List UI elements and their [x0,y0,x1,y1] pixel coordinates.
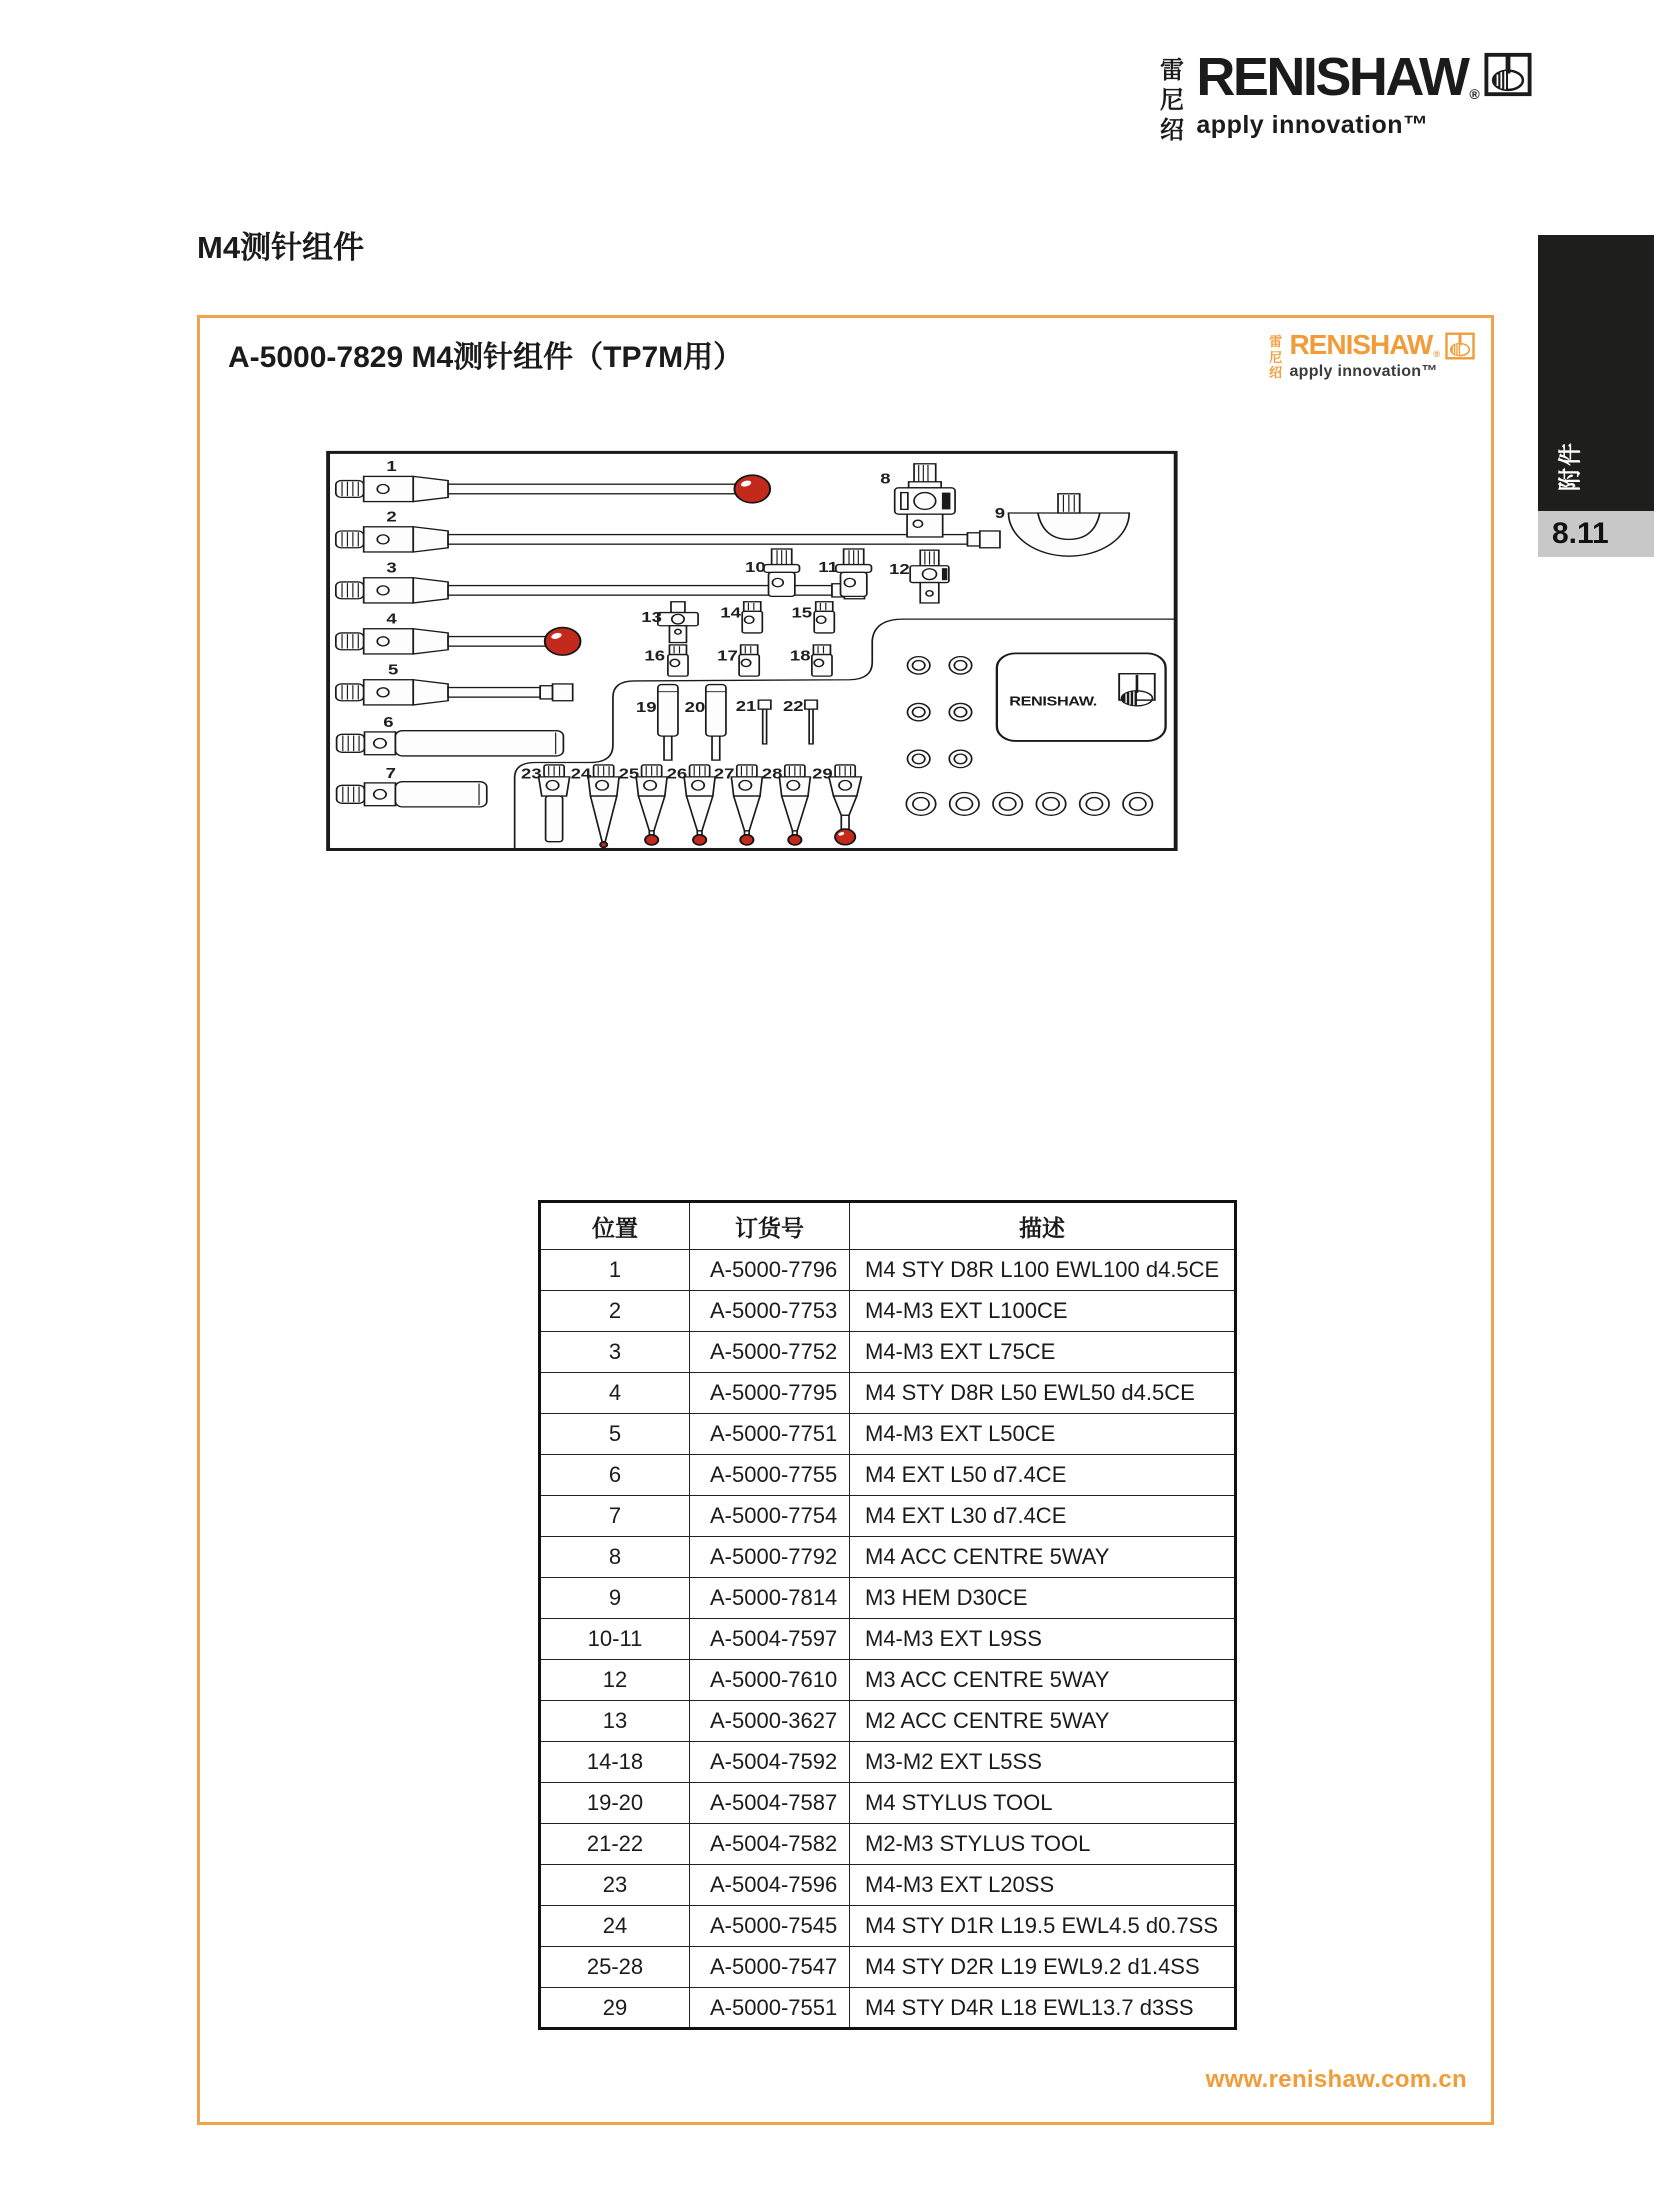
position-cell: 23 [540,1865,690,1906]
part-label: 10 [745,558,766,576]
table-row [540,1373,1236,1414]
order-number-cell: A-5000-7551 [690,1988,850,2029]
part-label: 5 [387,661,399,678]
description-cell: M4 STY D2R L19 EWL9.2 d1.4SS [850,1947,1236,1988]
position-cell: 24 [540,1906,690,1947]
description-cell: M4 STY D8R L100 EWL100 d4.5CE [850,1250,1236,1291]
part-label: 23 [521,765,542,783]
position-cell: 14-18 [540,1742,690,1783]
probe-icon [1484,52,1532,97]
part-label: 3 [386,559,397,576]
order-number-cell: A-5000-7751 [690,1414,850,1455]
description-cell: M4 STY D4R L18 EWL13.7 d3SS [850,1988,1236,2029]
website-link[interactable]: www.renishaw.com.cn [1205,2066,1467,2093]
position-cell: 1 [540,1250,690,1291]
kit-panel [197,315,1494,2125]
position-cell: 7 [540,1496,690,1537]
plate-wordmark: RENISHAW. [1009,695,1097,709]
renishaw-logo-header [1160,47,1532,146]
part-label: 17 [717,647,738,665]
description-cell: M4-M3 EXT L100CE [850,1291,1236,1332]
order-number-cell: A-5004-7592 [690,1742,850,1783]
description-cell: M2 ACC CENTRE 5WAY [850,1701,1236,1742]
part-label: 2 [386,508,397,525]
part-label: 25 [618,765,640,783]
part-label: 1 [386,457,397,475]
page-title: M4测针组件 [197,230,365,265]
parts-table [538,1200,1237,2030]
position-cell: 2 [540,1291,690,1332]
position-cell: 8 [540,1537,690,1578]
table-row [540,1865,1236,1906]
order-number-cell: A-5004-7582 [690,1824,850,1865]
section-tab-label: 附件 [1556,441,1583,491]
order-number-cell: A-5000-7754 [690,1496,850,1537]
position-cell: 25-28 [540,1947,690,1988]
position-cell: 19-20 [540,1783,690,1824]
order-number-cell: A-5000-7753 [690,1291,850,1332]
table-row [540,1783,1236,1824]
description-cell: M4 STY D8R L50 EWL50 d4.5CE [850,1373,1236,1414]
description-cell: M2-M3 STYLUS TOOL [850,1824,1236,1865]
part-label: 28 [761,765,783,783]
part-label: 27 [713,765,735,783]
table-row [540,1742,1236,1783]
part-label: 4 [386,610,397,627]
registered-mark: ® [1433,349,1440,359]
registered-mark: ® [1469,86,1480,102]
stylus-kit-diagram [325,450,1428,1120]
part-label: 12 [889,561,910,578]
logo-chinese-text: 雷尼绍 [1269,334,1283,380]
position-cell: 29 [540,1988,690,2029]
description-cell: M4 STY D1R L19.5 EWL4.5 d0.7SS [850,1906,1236,1947]
part-label: 22 [782,697,804,715]
part-label: 29 [812,765,833,783]
section-tab [1538,235,1654,511]
part-label: 9 [994,504,1006,522]
part-label: 26 [666,765,688,783]
description-cell: M4 EXT L30 d7.4CE [850,1496,1236,1537]
part-label: 6 [383,714,394,731]
tray-brand-plate [997,653,1166,741]
description-cell: M4-M3 EXT L20SS [850,1865,1236,1906]
part-label: 15 [791,604,813,621]
order-number-cell: A-5004-7587 [690,1783,850,1824]
description-cell: M4-M3 EXT L50CE [850,1414,1236,1455]
part-label: 24 [570,765,592,783]
table-row [540,1414,1236,1455]
part-label: 7 [385,765,396,782]
table-row [540,1455,1236,1496]
description-cell: M4 ACC CENTRE 5WAY [850,1537,1236,1578]
description-header: 描述 [850,1202,1236,1250]
order-number-cell: A-5000-7752 [690,1332,850,1373]
order-number-cell: A-5000-7610 [690,1660,850,1701]
order-number-header: 订货号 [690,1202,850,1250]
page-number-badge: 8.11 [1538,511,1654,557]
part-label: 18 [789,647,811,665]
table-row [540,1660,1236,1701]
position-cell: 5 [540,1414,690,1455]
table-row [540,1701,1236,1742]
part-label: 20 [684,699,706,716]
description-cell: M3-M2 EXT L5SS [850,1742,1236,1783]
logo-tagline: apply innovation™ [1289,363,1438,380]
table-row [540,1619,1236,1660]
order-number-cell: A-5000-3627 [690,1701,850,1742]
part-label: 11 [818,558,838,576]
table-row [540,1250,1236,1291]
order-number-cell: A-5004-7597 [690,1619,850,1660]
part-label: 16 [644,647,666,665]
position-cell: 12 [540,1660,690,1701]
table-row [540,1578,1236,1619]
description-cell: M4 STYLUS TOOL [850,1783,1236,1824]
order-number-cell: A-5000-7814 [690,1578,850,1619]
logo-wordmark: RENISHAW [1196,47,1468,107]
position-cell: 10-11 [540,1619,690,1660]
probe-icon [1445,332,1475,360]
description-cell: M4-M3 EXT L75CE [850,1332,1236,1373]
order-number-cell: A-5000-7792 [690,1537,850,1578]
position-header: 位置 [540,1202,690,1250]
logo-chinese-text: 雷尼绍 [1160,57,1184,144]
table-row [540,1496,1236,1537]
table-header-row [540,1202,1236,1250]
kit-heading: A-5000-7829 M4测针组件（TP7M用） [228,341,744,374]
table-row [540,1947,1236,1988]
logo-wordmark: RENISHAW [1289,329,1433,360]
part-label: 14 [720,604,741,621]
table-row [540,1537,1236,1578]
order-number-cell: A-5000-7796 [690,1250,850,1291]
order-number-cell: A-5004-7596 [690,1865,850,1906]
logo-tagline: apply innovation™ [1196,111,1429,139]
part-label: 8 [880,470,891,488]
renishaw-logo-panel [1269,331,1475,381]
position-cell: 3 [540,1332,690,1373]
description-cell: M4-M3 EXT L9SS [850,1619,1236,1660]
description-cell: M4 EXT L50 d7.4CE [850,1455,1236,1496]
order-number-cell: A-5000-7547 [690,1947,850,1988]
position-cell: 4 [540,1373,690,1414]
position-cell: 13 [540,1701,690,1742]
description-cell: M3 ACC CENTRE 5WAY [850,1660,1236,1701]
table-row [540,1906,1236,1947]
order-number-cell: A-5000-7755 [690,1455,850,1496]
position-cell: 6 [540,1455,690,1496]
description-cell: M3 HEM D30CE [850,1578,1236,1619]
part-label: 13 [641,609,662,626]
part-label: 19 [635,699,657,716]
order-number-cell: A-5000-7545 [690,1906,850,1947]
part-label: 21 [735,697,757,715]
order-number-cell: A-5000-7795 [690,1373,850,1414]
table-row [540,1291,1236,1332]
position-cell: 9 [540,1578,690,1619]
table-row [540,1332,1236,1373]
table-row [540,1988,1236,2029]
position-cell: 21-22 [540,1824,690,1865]
parts-table-body [540,1250,1236,2029]
table-row [540,1824,1236,1865]
